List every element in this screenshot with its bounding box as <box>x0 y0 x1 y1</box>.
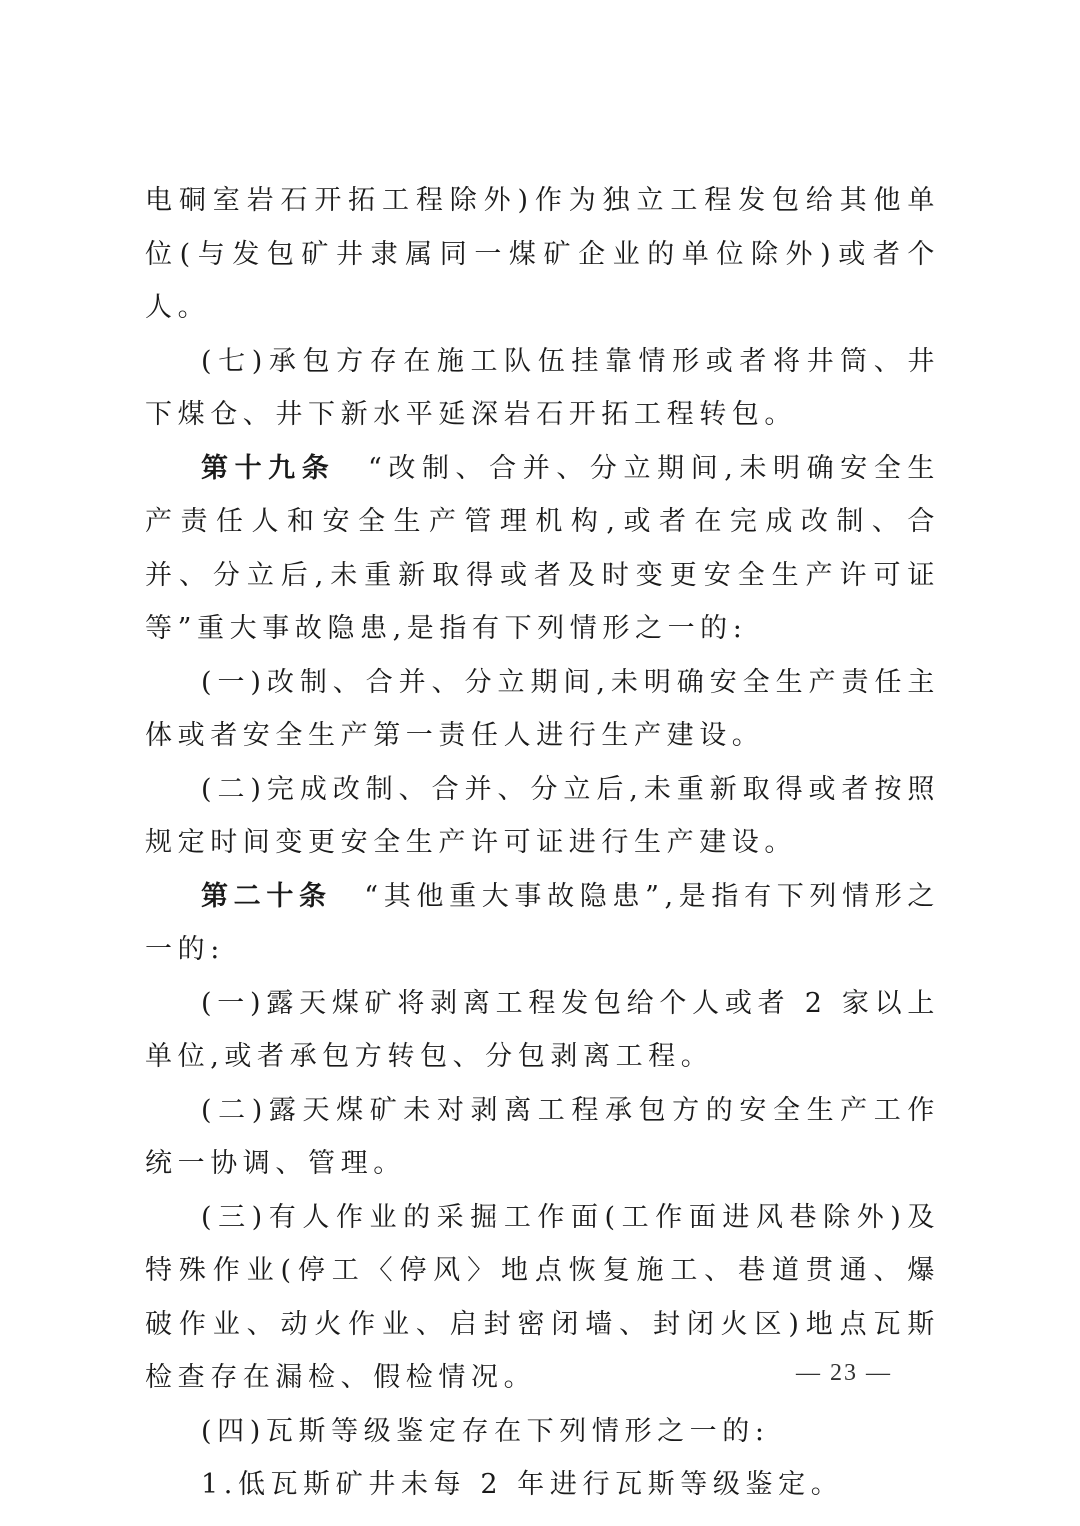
paragraph-7 <box>145 977 940 1084</box>
article-heading: 第十九条 <box>201 452 336 484</box>
paragraph-text: (一)露天煤矿将剥离工程发包给个人或者 2 家以上单位,或者承包方转包、分包剥离工程。 <box>145 987 940 1072</box>
paragraph-1 <box>145 174 940 335</box>
article-heading: 第二十条 <box>201 880 332 912</box>
paragraph-text: (七)承包方存在施工队伍挂靠情形或者将井筒、井下煤仓、井下新水平延深岩石开拓工程转包。 <box>145 345 940 430</box>
paragraph-2 <box>145 335 940 442</box>
article-19 <box>145 442 940 656</box>
paragraph-text: 1.低瓦斯矿井未每 2 年进行瓦斯等级鉴定。 <box>201 1469 844 1500</box>
document-body <box>145 174 940 1512</box>
paragraph-text: (二)完成改制、合并、分立后,未重新取得或者按照规定时间变更安全生产许可证进行生产建设。 <box>145 773 940 858</box>
article-20 <box>145 870 940 977</box>
paragraph-text: (一)改制、合并、分立期间,未明确安全生产责任主体或者安全生产第一责任人进行生产建设。 <box>145 666 940 751</box>
paragraph-8 <box>145 1084 940 1191</box>
paragraph-4 <box>145 656 940 763</box>
paragraph-10 <box>145 1405 940 1459</box>
paragraph-text: (三)有人作业的采掘工作面(工作面进风巷除外)及特殊作业(停工〈停风〉地点恢复施工、巷道贯通、爆破作业、动火作业、启封密闭墙、封闭火区)地点瓦斯检查存在漏检、假检情况。 <box>145 1201 940 1393</box>
paragraph-text: “其他重大事故隐患”,是指有下列情形之一的: <box>145 880 940 965</box>
paragraph-text: “改制、合并、分立期间,未明确安全生产责任人和安全生产管理机构,或者在完成改制、合并、分立后,未重新取得或者及时变更安全生产许可证等”重大事故隐患,是指有下列情形之一的: <box>145 452 941 644</box>
paragraph-text: (二)露天煤矿未对剥离工程承包方的安全生产工作统一协调、管理。 <box>145 1094 940 1179</box>
paragraph-5 <box>145 763 940 870</box>
paragraph-text: 电硐室岩石开拓工程除外)作为独立工程发包给其他单位(与发包矿井隶属同一煤矿企业的单位除外)或者个人。 <box>145 185 940 323</box>
page-number: — 23 — <box>796 1360 892 1386</box>
paragraph-11 <box>145 1458 940 1512</box>
paragraph-text: (四)瓦斯等级鉴定存在下列情形之一的: <box>201 1415 770 1447</box>
